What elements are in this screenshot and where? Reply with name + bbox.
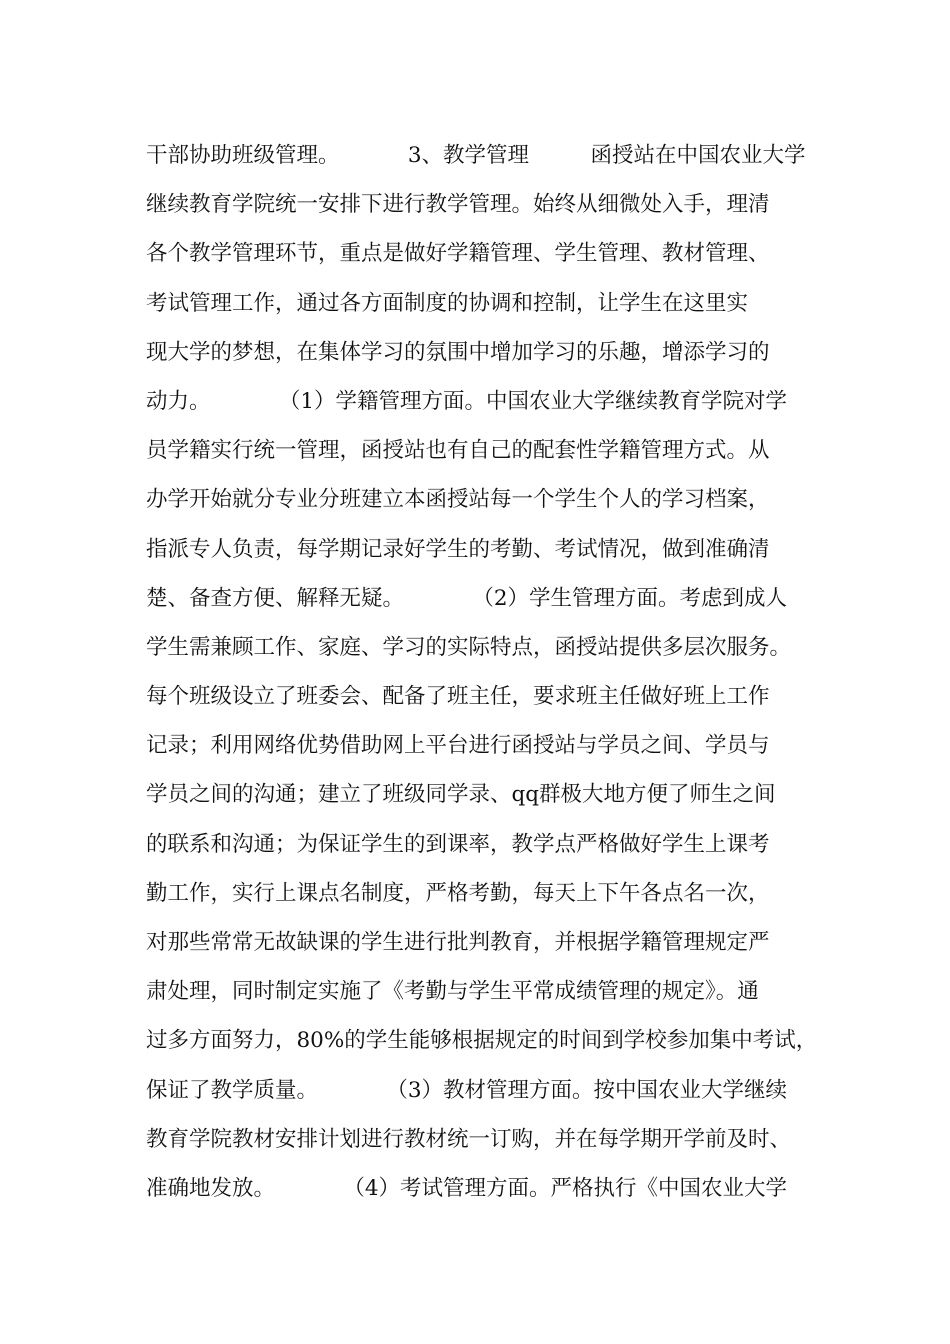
text-line: 的联系和沟通；为保证学生的到课率，教学点严格做好学生上课考 [146,831,770,857]
text-line: 记录；利用网络优势借助网上平台进行函授站与学员之间、学员与 [146,733,770,759]
text-line: 肃处理，同时制定实施了《考勤与学生平常成绩管理的规定》。通 [146,979,759,1005]
text-line: 楚、备查方便、解释无疑。 （2）学生管理方面。考虑到成人 [146,585,788,611]
text-line: 指派专人负责，每学期记录好学生的考勤、考试情况，做到准确清 [146,536,770,562]
text-line: 干部协助班级管理。 3、教学管理 函授站在中国农业大学 [146,143,806,168]
text-line: 各个教学管理环节，重点是做好学籍管理、学生管理、教材管理、 [146,241,770,267]
text-line: 现大学的梦想，在集体学习的氛围中增加学习的乐趣，增添学习的 [146,339,770,365]
text-line: 继续教育学院统一安排下进行教学管理。始终从细微处入手，理清 [146,192,770,218]
text-line: 员学籍实行统一管理，函授站也有自己的配套性学籍管理方式。从 [146,438,770,464]
text-line: 勤工作，实行上课点名制度，严格考勤，每天上下午各点名一次， [146,880,770,906]
text-line: 考试管理工作，通过各方面制度的协调和控制，让学生在这里实 [146,290,749,316]
body-text [146,131,826,1213]
text-line: 教育学院教材安排计划进行教材统一订购，并在每学期开学前及时、 [146,1126,792,1152]
text-line: 学员之间的沟通；建立了班级同学录、qq群极大地方便了师生之间 [146,782,776,808]
text-line: 保证了教学质量。 （3）教材管理方面。按中国农业大学继续 [146,1077,788,1103]
text-line: 对那些常常无故缺课的学生进行批判教育，并根据学籍管理规定严 [146,930,770,955]
text-line: 每个班级设立了班委会、配备了班主任，要求班主任做好班上工作 [146,684,770,710]
text-line: 动力。 （1）学籍管理方面。中国农业大学继续教育学院对学 [146,388,788,414]
text-line: 学生需兼顾工作、家庭、学习的实际特点，函授站提供多层次服务。 [146,634,792,660]
text-line: 准确地发放。 （4）考试管理方面。严格执行《中国农业大学 [146,1175,788,1201]
text-line: 办学开始就分专业分班建立本函授站每一个学生个人的学习档案， [146,487,770,513]
text-line: 过多方面努力，80%的学生能够根据规定的时间到学校参加集中考试， [146,1028,818,1054]
